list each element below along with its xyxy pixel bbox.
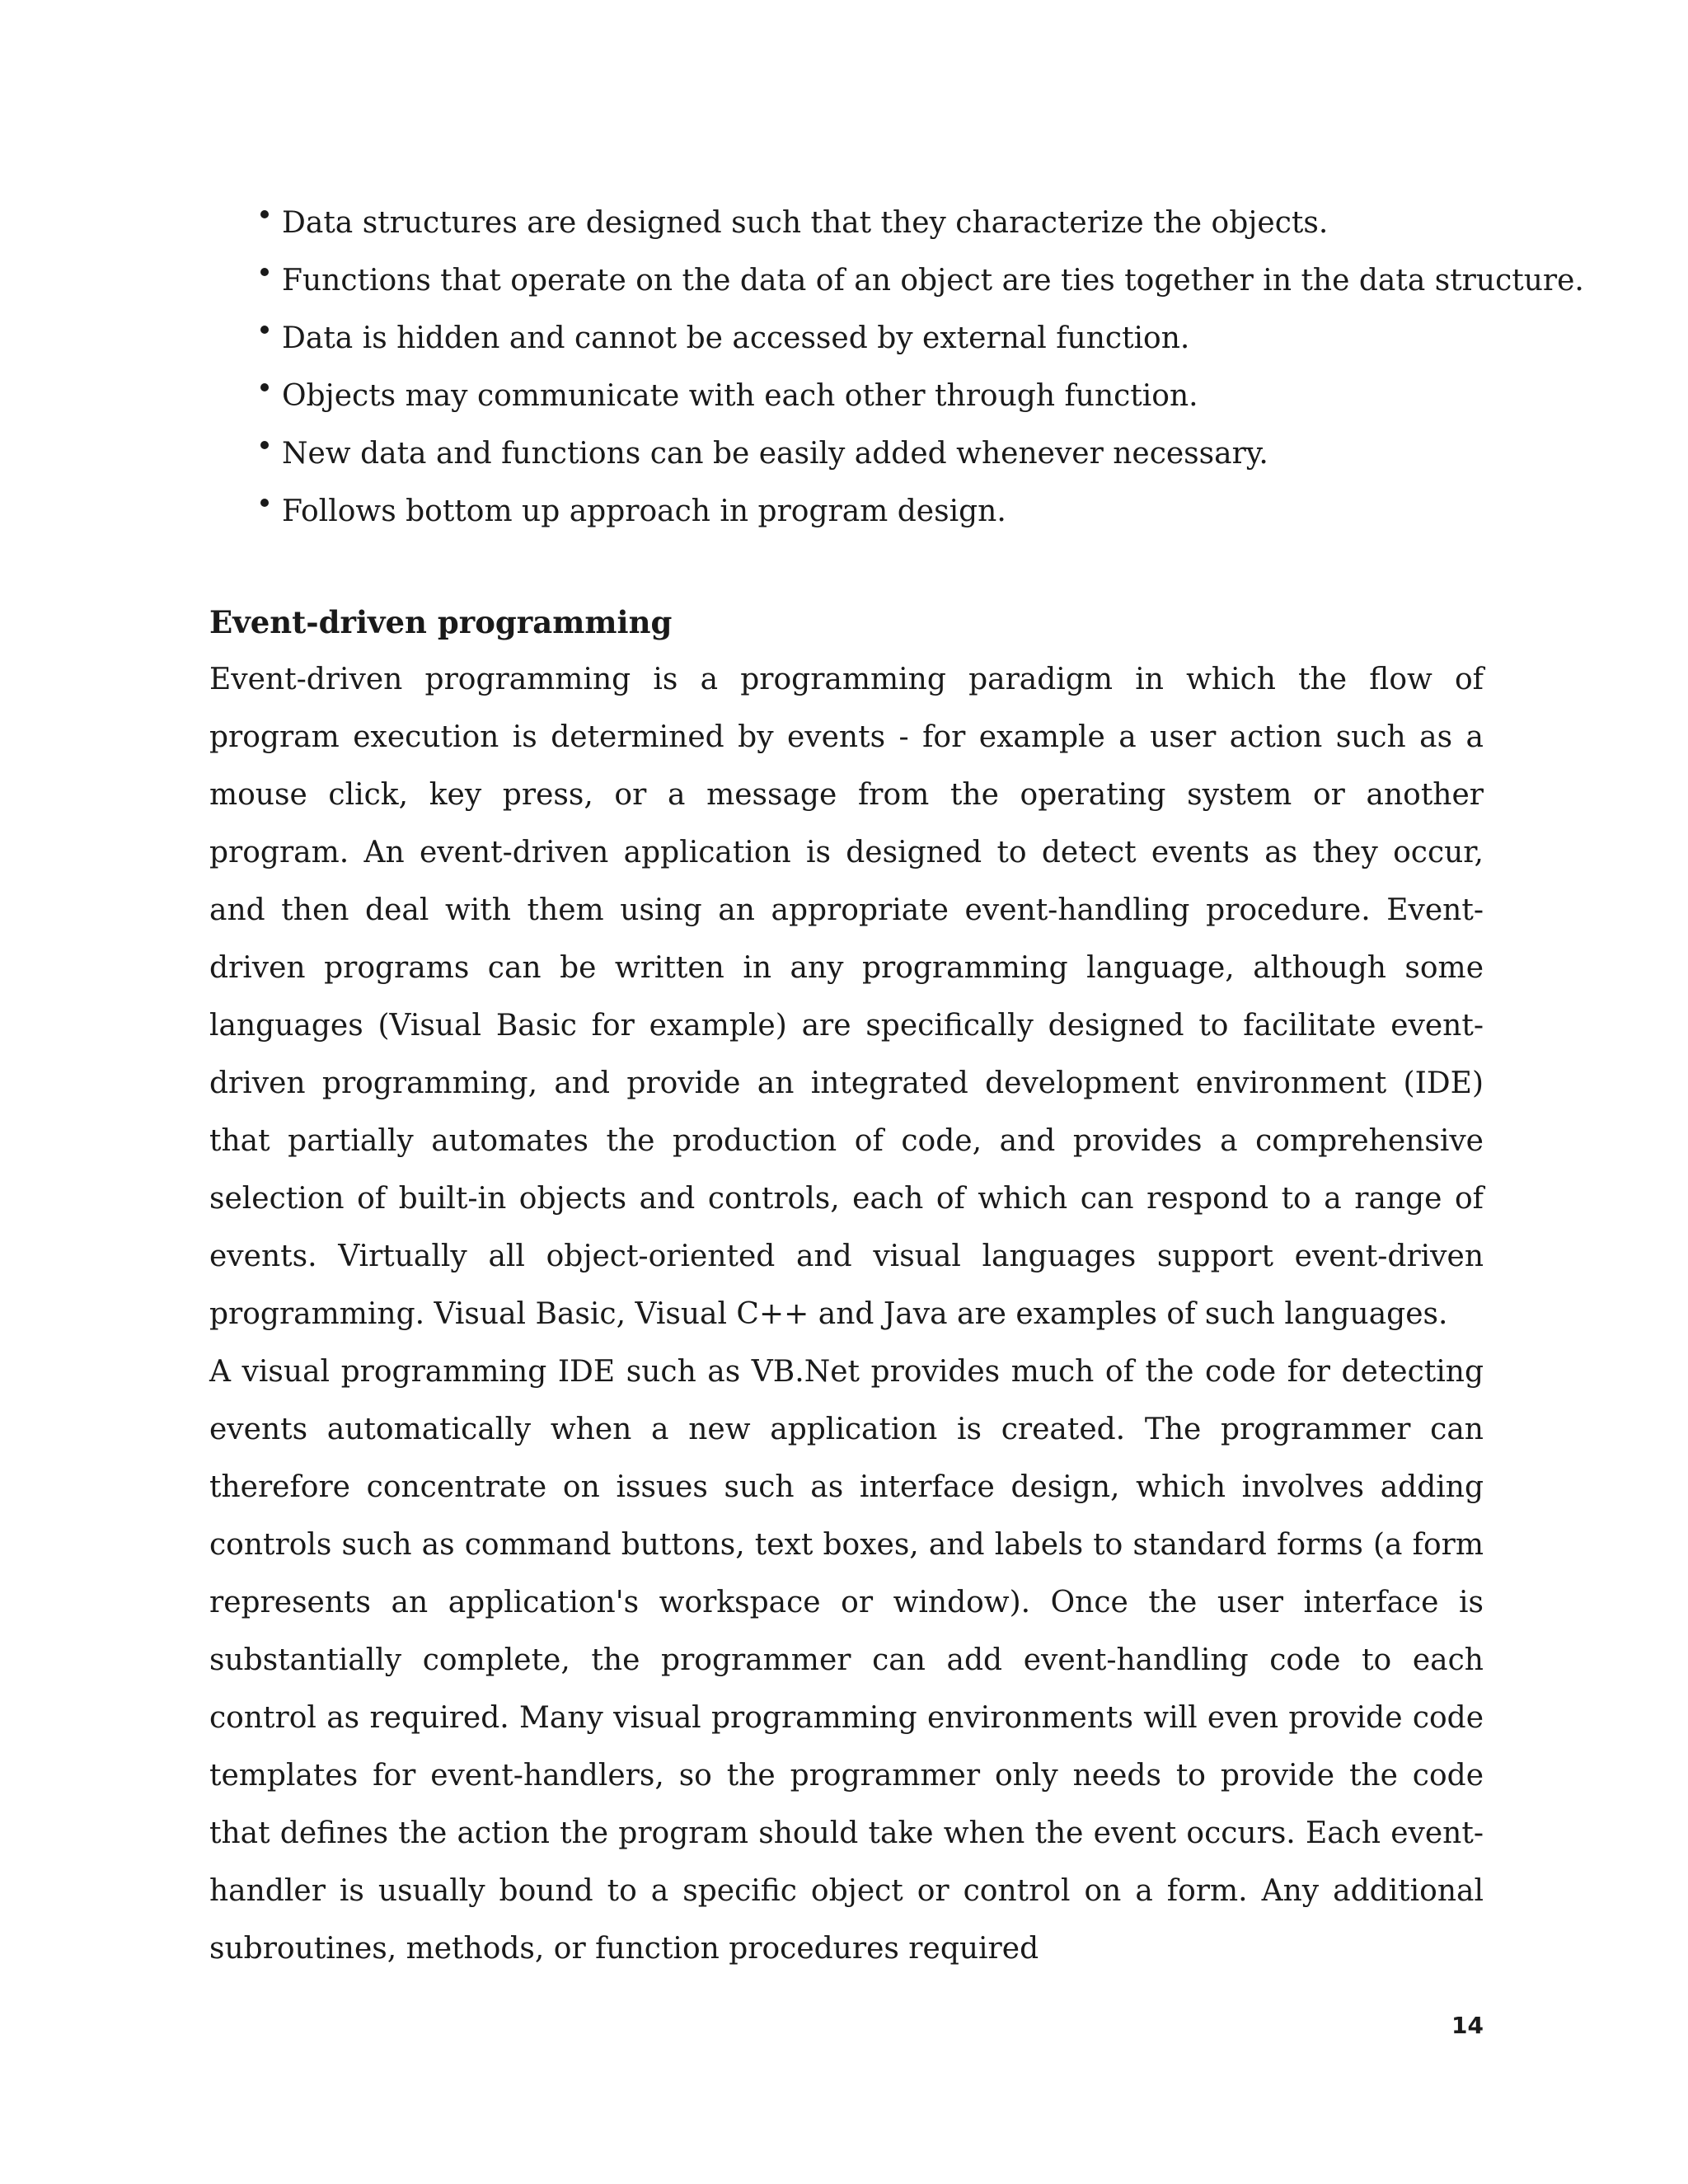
bullet-item <box>256 483 1492 541</box>
bullet-text: Objects may communicate with each other through function. <box>282 379 1198 413</box>
paragraph-visual-ide: A visual programming IDE such as VB.Net provides much of the code for detecting events automatically when a new application is created. The programmer can therefore concentrate on issues such as interface design, which involves adding controls such as command buttons, text boxes, and labels to standard forms (a form represents an application's workspace or window). Once the user interface is substantially complete, the programmer can add event-handling code to each control as required. Many visual programming environments will even provide code templates for event-handlers, so the programmer only needs to provide the code that defines the action the program should take when the event occurs. Each event-handler is usually bound to a specific object or control on a form. Any additional subroutines, methods, or function procedures required <box>209 1355 1484 1966</box>
bullet-icon <box>260 499 269 507</box>
bullet-item <box>256 252 1584 310</box>
bullet-text: Follows bottom up approach in program design. <box>282 494 1006 528</box>
bullet-icon <box>260 210 269 218</box>
bullet-text: New data and functions can be easily added whenever necessary. <box>282 437 1268 471</box>
bullet-text: Data is hidden and cannot be accessed by external function. <box>282 321 1190 355</box>
bullet-item <box>256 194 1492 252</box>
section-heading: Event-driven programming <box>209 604 673 640</box>
page-number: 14 <box>1451 2012 1484 2039</box>
bullet-icon <box>260 326 269 334</box>
bullet-icon <box>260 383 269 391</box>
bullet-item <box>256 310 1492 368</box>
bullet-item <box>256 425 1492 483</box>
bullet-icon <box>260 441 269 449</box>
bullet-icon <box>260 268 269 276</box>
bullet-item <box>256 368 1492 425</box>
paragraph-definition: Event-driven programming is a programming paradigm in which the flow of program execution is determined by events - for example a user action such as a mouse click, key press, or a message from the operating system or another program. An event-driven application is designed to detect events as they occur, and then deal with them using an appropriate event-handling procedure. Event-driven programs can be written in any programming language, although some languages (Visual Basic for example) are specifically designed to facilitate event-driven programming, and provide an integrated development environment (IDE) that partially automates the production of code, and provides a comprehensive selection of built-in objects and controls, each of which can respond to a range of events. Virtually all object-oriented and visual languages support event-driven programming. Visual Basic, Visual C++ and Java are examples of such languages. <box>209 663 1484 1331</box>
feature-bullet-list <box>256 194 1584 541</box>
bullet-text: Data structures are designed such that they characterize the objects. <box>282 206 1329 240</box>
bullet-text: Functions that operate on the data of an object are ties together in the data structure. <box>282 264 1584 298</box>
event-driven-section <box>209 593 1484 1978</box>
